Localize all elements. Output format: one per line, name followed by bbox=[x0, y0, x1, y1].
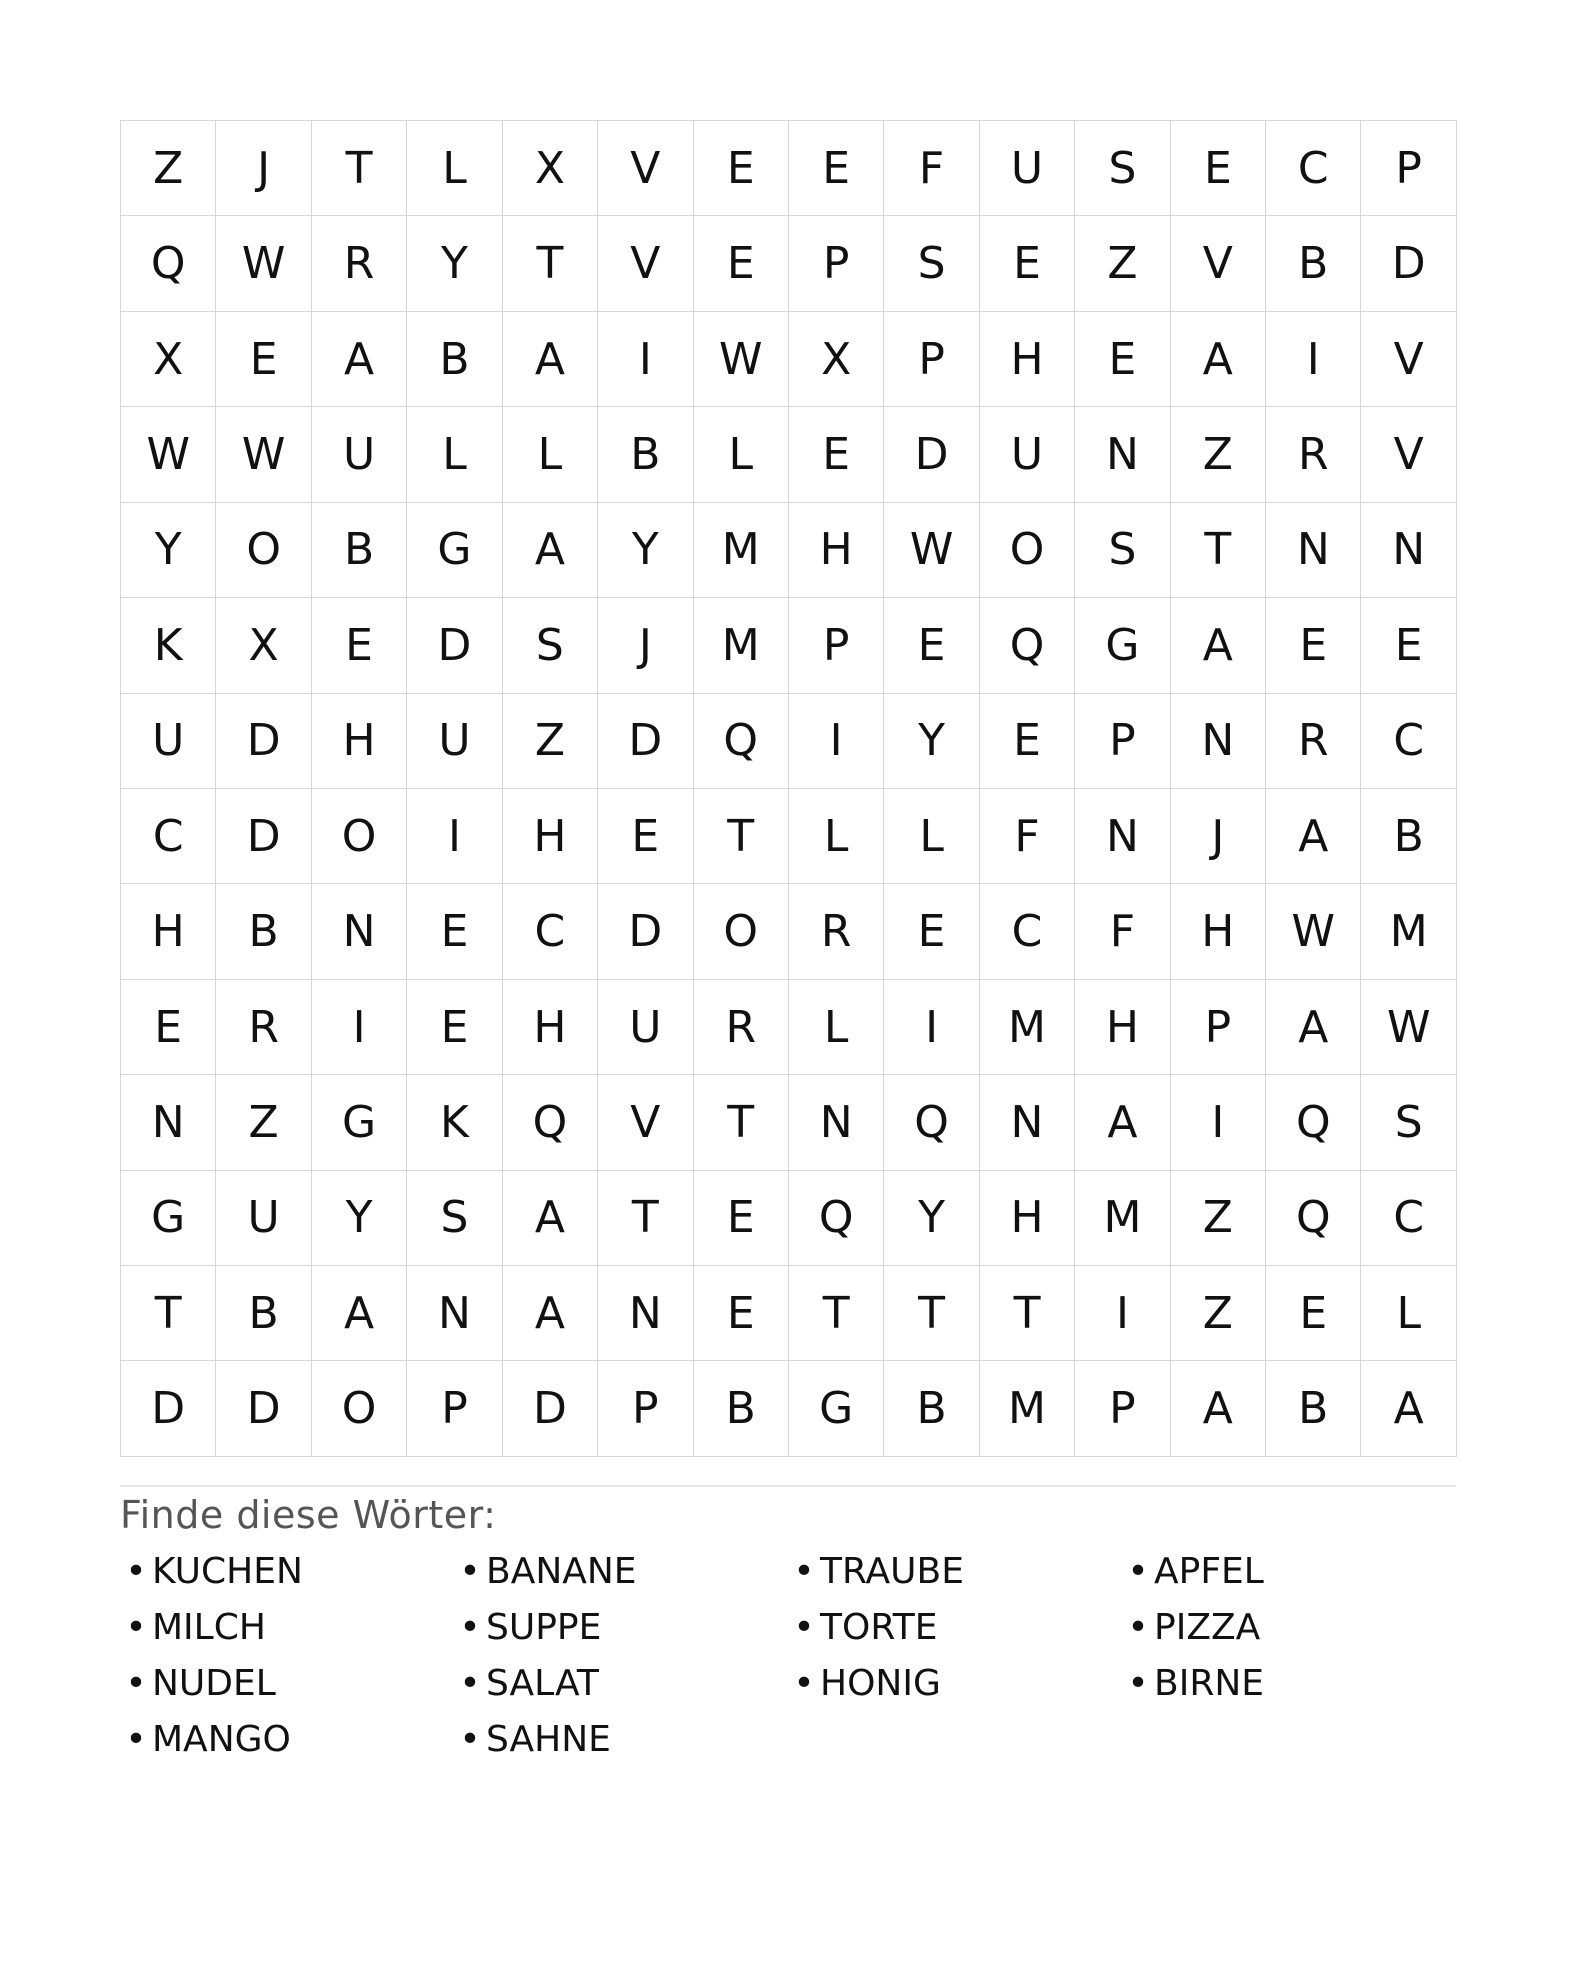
word-list-item bbox=[788, 1550, 1122, 1592]
grid-cell[interactable]: T bbox=[980, 1266, 1075, 1361]
grid-cell[interactable]: N bbox=[598, 1266, 693, 1361]
grid-cell[interactable]: R bbox=[1266, 694, 1361, 789]
grid-cell[interactable]: B bbox=[1266, 1361, 1361, 1456]
grid-cell[interactable]: W bbox=[216, 216, 311, 311]
grid-cell[interactable]: P bbox=[789, 216, 884, 311]
grid-cell[interactable]: C bbox=[1266, 121, 1361, 216]
grid-cell[interactable]: U bbox=[216, 1171, 311, 1266]
grid-cell[interactable]: H bbox=[980, 1171, 1075, 1266]
grid-cell[interactable]: A bbox=[1361, 1361, 1456, 1456]
grid-cell[interactable]: N bbox=[980, 1075, 1075, 1170]
grid-cell[interactable]: R bbox=[216, 980, 311, 1075]
grid-cell[interactable]: D bbox=[1361, 216, 1456, 311]
grid-cell[interactable]: N bbox=[121, 1075, 216, 1170]
grid-cell[interactable]: B bbox=[312, 503, 407, 598]
bullet-icon: • bbox=[459, 1550, 481, 1592]
word-label: APFEL bbox=[1154, 1550, 1264, 1592]
grid-cell[interactable]: L bbox=[1361, 1266, 1456, 1361]
grid-cell[interactable]: G bbox=[407, 503, 502, 598]
grid-cell[interactable]: J bbox=[216, 121, 311, 216]
grid-cell[interactable]: T bbox=[789, 1266, 884, 1361]
grid-cell[interactable]: V bbox=[1361, 312, 1456, 407]
grid-cell[interactable]: P bbox=[1171, 980, 1266, 1075]
word-search-puzzle bbox=[120, 120, 1456, 1759]
grid-cell[interactable]: T bbox=[1171, 503, 1266, 598]
word-label: KUCHEN bbox=[152, 1550, 303, 1592]
grid-cell[interactable]: B bbox=[1266, 216, 1361, 311]
grid-cell[interactable]: E bbox=[407, 980, 502, 1075]
grid-cell[interactable]: K bbox=[121, 598, 216, 693]
grid-cell[interactable]: E bbox=[1171, 121, 1266, 216]
grid-cell[interactable]: V bbox=[598, 1075, 693, 1170]
grid-cell[interactable]: T bbox=[884, 1266, 979, 1361]
grid-cell[interactable]: E bbox=[312, 598, 407, 693]
grid-cell[interactable]: Y bbox=[884, 694, 979, 789]
grid-cell[interactable]: Y bbox=[121, 503, 216, 598]
grid-cell[interactable]: E bbox=[1075, 312, 1170, 407]
grid-cell[interactable]: F bbox=[980, 789, 1075, 884]
grid-cell[interactable]: S bbox=[1075, 503, 1170, 598]
grid-cell[interactable]: M bbox=[694, 503, 789, 598]
grid-cell[interactable]: M bbox=[1361, 884, 1456, 979]
grid-cell[interactable]: B bbox=[1361, 789, 1456, 884]
grid-cell[interactable]: E bbox=[407, 884, 502, 979]
grid-cell[interactable]: I bbox=[789, 694, 884, 789]
grid-cell[interactable]: G bbox=[121, 1171, 216, 1266]
grid-cell[interactable]: P bbox=[598, 1361, 693, 1456]
grid-cell[interactable]: T bbox=[694, 1075, 789, 1170]
grid-cell[interactable]: F bbox=[884, 121, 979, 216]
grid-cell[interactable]: N bbox=[789, 1075, 884, 1170]
grid-cell[interactable]: A bbox=[503, 503, 598, 598]
grid-cell[interactable]: L bbox=[884, 789, 979, 884]
grid-cell[interactable]: X bbox=[121, 312, 216, 407]
grid-cell[interactable]: U bbox=[980, 407, 1075, 502]
grid-cell[interactable]: Y bbox=[312, 1171, 407, 1266]
grid-cell[interactable]: W bbox=[884, 503, 979, 598]
grid-cell[interactable]: Q bbox=[884, 1075, 979, 1170]
grid-cell[interactable]: M bbox=[1075, 1171, 1170, 1266]
grid-cell[interactable]: D bbox=[216, 694, 311, 789]
grid-cell[interactable]: T bbox=[503, 216, 598, 311]
grid-cell[interactable]: B bbox=[884, 1361, 979, 1456]
grid-cell[interactable]: W bbox=[1361, 980, 1456, 1075]
grid-cell[interactable]: J bbox=[598, 598, 693, 693]
grid-cell[interactable]: L bbox=[407, 407, 502, 502]
grid-cell[interactable]: I bbox=[1075, 1266, 1170, 1361]
word-list-item bbox=[454, 1606, 788, 1648]
grid-cell[interactable]: E bbox=[694, 1266, 789, 1361]
grid-cell[interactable]: H bbox=[789, 503, 884, 598]
grid-cell[interactable]: L bbox=[407, 121, 502, 216]
grid-cell[interactable]: T bbox=[598, 1171, 693, 1266]
grid-cell[interactable]: I bbox=[407, 789, 502, 884]
word-label: BIRNE bbox=[1154, 1662, 1265, 1704]
grid-cell[interactable]: D bbox=[121, 1361, 216, 1456]
bullet-icon: • bbox=[1127, 1550, 1149, 1592]
grid-cell[interactable]: A bbox=[312, 1266, 407, 1361]
grid-cell[interactable]: M bbox=[980, 980, 1075, 1075]
grid-cell[interactable]: Q bbox=[694, 694, 789, 789]
grid-cell[interactable]: A bbox=[1171, 598, 1266, 693]
grid-cell[interactable]: Y bbox=[598, 503, 693, 598]
grid-cell[interactable]: A bbox=[1266, 980, 1361, 1075]
grid-cell[interactable]: S bbox=[1361, 1075, 1456, 1170]
grid-cell[interactable]: Z bbox=[216, 1075, 311, 1170]
word-list-item bbox=[454, 1550, 788, 1592]
grid-cell[interactable]: D bbox=[503, 1361, 598, 1456]
grid-cell[interactable]: S bbox=[503, 598, 598, 693]
grid-cell[interactable]: N bbox=[407, 1266, 502, 1361]
grid-cell[interactable]: D bbox=[598, 694, 693, 789]
grid-cell[interactable]: B bbox=[694, 1361, 789, 1456]
grid-cell[interactable]: U bbox=[980, 121, 1075, 216]
bullet-icon: • bbox=[793, 1550, 815, 1592]
grid-cell[interactable]: E bbox=[694, 1171, 789, 1266]
bullet-icon: • bbox=[1127, 1662, 1149, 1704]
grid-cell[interactable]: I bbox=[1266, 312, 1361, 407]
bullet-icon: • bbox=[459, 1718, 481, 1760]
grid-cell[interactable]: D bbox=[598, 884, 693, 979]
grid-cell[interactable]: B bbox=[598, 407, 693, 502]
grid-cell[interactable]: P bbox=[789, 598, 884, 693]
grid-cell[interactable]: X bbox=[503, 121, 598, 216]
grid-cell[interactable]: W bbox=[121, 407, 216, 502]
grid-cell[interactable]: D bbox=[216, 789, 311, 884]
grid-cell[interactable]: H bbox=[980, 312, 1075, 407]
word-label: TORTE bbox=[820, 1606, 938, 1648]
grid-cell[interactable]: E bbox=[884, 884, 979, 979]
grid-cell[interactable]: O bbox=[980, 503, 1075, 598]
bullet-icon: • bbox=[459, 1662, 481, 1704]
grid-cell[interactable]: E bbox=[121, 980, 216, 1075]
word-label: TRAUBE bbox=[820, 1550, 964, 1592]
grid-cell[interactable]: S bbox=[1075, 121, 1170, 216]
word-label: SAHNE bbox=[486, 1718, 611, 1760]
bullet-icon: • bbox=[793, 1606, 815, 1648]
grid-cell[interactable]: H bbox=[503, 980, 598, 1075]
word-label: MANGO bbox=[152, 1718, 291, 1760]
bullet-icon: • bbox=[125, 1718, 147, 1760]
grid-cell[interactable]: W bbox=[216, 407, 311, 502]
grid-cell[interactable]: U bbox=[121, 694, 216, 789]
grid-cell[interactable]: G bbox=[1075, 598, 1170, 693]
word-label: PIZZA bbox=[1154, 1606, 1261, 1648]
grid-cell[interactable]: A bbox=[503, 312, 598, 407]
grid-cell[interactable]: B bbox=[407, 312, 502, 407]
grid-cell[interactable]: R bbox=[694, 980, 789, 1075]
word-list-item bbox=[788, 1606, 1122, 1648]
word-label: BANANE bbox=[486, 1550, 637, 1592]
grid-cell[interactable]: P bbox=[1075, 694, 1170, 789]
grid-cell[interactable]: G bbox=[789, 1361, 884, 1456]
grid-cell[interactable]: E bbox=[884, 598, 979, 693]
grid-cell[interactable]: Y bbox=[407, 216, 502, 311]
divider bbox=[120, 1485, 1456, 1487]
grid-cell[interactable]: E bbox=[1266, 598, 1361, 693]
bullet-icon: • bbox=[1127, 1606, 1149, 1648]
bullet-icon: • bbox=[125, 1550, 147, 1592]
grid-cell[interactable]: Z bbox=[1075, 216, 1170, 311]
grid-cell[interactable]: N bbox=[312, 884, 407, 979]
grid-cell[interactable]: N bbox=[1075, 789, 1170, 884]
grid-cell[interactable]: U bbox=[312, 407, 407, 502]
grid-cell[interactable]: E bbox=[980, 216, 1075, 311]
word-label: SALAT bbox=[486, 1662, 599, 1704]
grid-cell[interactable]: V bbox=[1171, 216, 1266, 311]
grid-cell[interactable]: Y bbox=[884, 1171, 979, 1266]
grid-cell[interactable]: H bbox=[1171, 884, 1266, 979]
grid-cell[interactable]: T bbox=[694, 789, 789, 884]
word-list-item bbox=[788, 1662, 1122, 1704]
grid-cell[interactable]: W bbox=[694, 312, 789, 407]
grid-cell[interactable]: E bbox=[789, 407, 884, 502]
grid-cell[interactable]: N bbox=[1171, 694, 1266, 789]
grid-cell[interactable]: C bbox=[980, 884, 1075, 979]
grid-cell[interactable]: V bbox=[598, 216, 693, 311]
grid-cell[interactable]: O bbox=[216, 503, 311, 598]
word-label: MILCH bbox=[152, 1606, 266, 1648]
grid-cell[interactable]: E bbox=[980, 694, 1075, 789]
grid-cell[interactable]: X bbox=[216, 598, 311, 693]
bullet-icon: • bbox=[125, 1662, 147, 1704]
word-list-item bbox=[120, 1550, 454, 1592]
word-list-item bbox=[120, 1662, 454, 1704]
grid-cell[interactable]: L bbox=[789, 789, 884, 884]
grid-cell[interactable]: I bbox=[312, 980, 407, 1075]
grid-cell[interactable]: A bbox=[503, 1171, 598, 1266]
grid-cell[interactable]: A bbox=[1266, 789, 1361, 884]
grid-cell[interactable]: A bbox=[1171, 1361, 1266, 1456]
grid-cell[interactable]: C bbox=[121, 789, 216, 884]
grid-cell[interactable]: Q bbox=[789, 1171, 884, 1266]
grid-cell[interactable]: T bbox=[121, 1266, 216, 1361]
grid-cell[interactable]: N bbox=[1361, 503, 1456, 598]
grid-cell[interactable]: Z bbox=[1171, 407, 1266, 502]
grid-cell[interactable]: O bbox=[312, 789, 407, 884]
grid-cell[interactable]: R bbox=[789, 884, 884, 979]
grid-cell[interactable]: K bbox=[407, 1075, 502, 1170]
grid-cell[interactable]: R bbox=[312, 216, 407, 311]
grid-cell[interactable]: C bbox=[1361, 694, 1456, 789]
grid-cell[interactable]: T bbox=[312, 121, 407, 216]
grid-cell[interactable]: Q bbox=[121, 216, 216, 311]
grid-cell[interactable]: Q bbox=[1266, 1075, 1361, 1170]
word-label: SUPPE bbox=[486, 1606, 602, 1648]
grid-cell[interactable]: F bbox=[1075, 884, 1170, 979]
grid-cell[interactable]: O bbox=[312, 1361, 407, 1456]
grid-cell[interactable]: L bbox=[503, 407, 598, 502]
grid-cell[interactable]: D bbox=[884, 407, 979, 502]
grid-cell[interactable]: S bbox=[884, 216, 979, 311]
word-list-item bbox=[454, 1662, 788, 1704]
grid-cell[interactable]: Z bbox=[1171, 1171, 1266, 1266]
word-list-item bbox=[454, 1718, 788, 1760]
grid-cell[interactable]: Z bbox=[503, 694, 598, 789]
word-list-item bbox=[1122, 1550, 1456, 1592]
grid-cell[interactable]: P bbox=[1075, 1361, 1170, 1456]
grid-cell[interactable]: H bbox=[312, 694, 407, 789]
bullet-icon: • bbox=[793, 1662, 815, 1704]
grid-cell[interactable]: V bbox=[598, 121, 693, 216]
grid-cell[interactable]: Q bbox=[980, 598, 1075, 693]
grid-cell[interactable]: U bbox=[598, 980, 693, 1075]
grid-cell[interactable]: Q bbox=[1266, 1171, 1361, 1266]
grid-cell[interactable]: C bbox=[503, 884, 598, 979]
letter-grid bbox=[120, 120, 1457, 1457]
grid-cell[interactable]: D bbox=[216, 1361, 311, 1456]
grid-cell[interactable]: V bbox=[1361, 407, 1456, 502]
grid-cell[interactable]: E bbox=[1361, 598, 1456, 693]
grid-cell[interactable]: E bbox=[694, 216, 789, 311]
grid-cell[interactable]: I bbox=[1171, 1075, 1266, 1170]
grid-cell[interactable]: E bbox=[598, 789, 693, 884]
grid-cell[interactable]: U bbox=[407, 694, 502, 789]
grid-cell[interactable]: N bbox=[1266, 503, 1361, 598]
grid-cell[interactable]: O bbox=[694, 884, 789, 979]
grid-cell[interactable]: A bbox=[503, 1266, 598, 1361]
grid-cell[interactable]: B bbox=[216, 1266, 311, 1361]
word-list-item bbox=[120, 1718, 454, 1760]
word-list-item bbox=[1122, 1662, 1456, 1704]
grid-cell[interactable]: D bbox=[407, 598, 502, 693]
grid-cell[interactable]: E bbox=[1266, 1266, 1361, 1361]
bullet-icon: • bbox=[459, 1606, 481, 1648]
grid-cell[interactable]: I bbox=[884, 980, 979, 1075]
bullet-icon: • bbox=[125, 1606, 147, 1648]
grid-cell[interactable]: Q bbox=[503, 1075, 598, 1170]
grid-cell[interactable]: H bbox=[503, 789, 598, 884]
grid-cell[interactable]: C bbox=[1361, 1171, 1456, 1266]
word-list-title: Finde diese Wörter: bbox=[120, 1492, 497, 1537]
grid-cell[interactable]: H bbox=[121, 884, 216, 979]
word-list-item bbox=[120, 1606, 454, 1648]
grid-cell[interactable]: L bbox=[789, 980, 884, 1075]
grid-cell[interactable]: J bbox=[1171, 789, 1266, 884]
word-list-item bbox=[1122, 1606, 1456, 1648]
grid-cell[interactable]: E bbox=[789, 121, 884, 216]
grid-cell[interactable]: Z bbox=[1171, 1266, 1266, 1361]
word-list bbox=[120, 1550, 1456, 1760]
grid-cell[interactable]: E bbox=[694, 121, 789, 216]
grid-cell[interactable]: B bbox=[216, 884, 311, 979]
grid-cell[interactable]: A bbox=[1075, 1075, 1170, 1170]
grid-cell[interactable]: H bbox=[1075, 980, 1170, 1075]
grid-cell[interactable]: P bbox=[1361, 121, 1456, 216]
grid-cell[interactable]: M bbox=[980, 1361, 1075, 1456]
grid-cell[interactable]: P bbox=[407, 1361, 502, 1456]
grid-cell[interactable]: S bbox=[407, 1171, 502, 1266]
grid-cell[interactable]: M bbox=[694, 598, 789, 693]
grid-cell[interactable]: L bbox=[694, 407, 789, 502]
word-label: NUDEL bbox=[152, 1662, 276, 1704]
grid-cell[interactable]: E bbox=[216, 312, 311, 407]
grid-cell[interactable]: P bbox=[884, 312, 979, 407]
grid-cell[interactable]: G bbox=[312, 1075, 407, 1170]
grid-cell[interactable]: A bbox=[312, 312, 407, 407]
grid-cell[interactable]: X bbox=[789, 312, 884, 407]
grid-cell[interactable]: Z bbox=[121, 121, 216, 216]
grid-cell[interactable]: A bbox=[1171, 312, 1266, 407]
grid-cell[interactable]: R bbox=[1266, 407, 1361, 502]
grid-cell[interactable]: W bbox=[1266, 884, 1361, 979]
grid-cell[interactable]: N bbox=[1075, 407, 1170, 502]
grid-cell[interactable]: I bbox=[598, 312, 693, 407]
word-label: HONIG bbox=[820, 1662, 941, 1704]
